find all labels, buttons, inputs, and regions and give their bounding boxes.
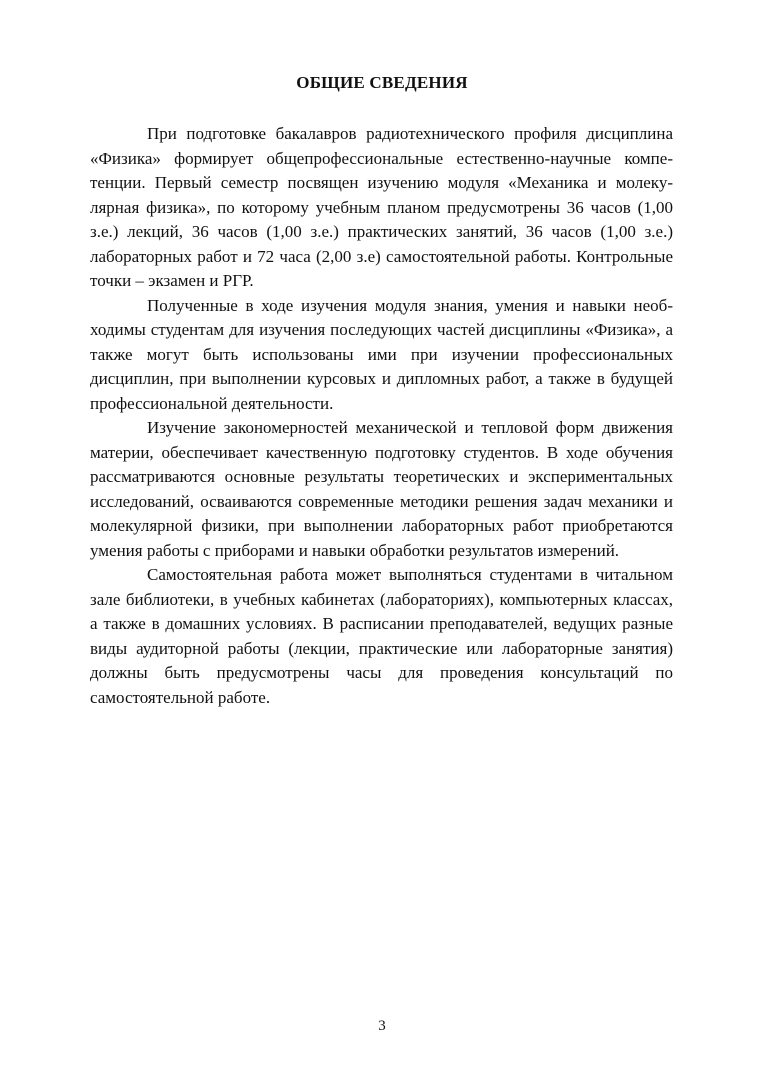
paragraph-3: Изучение закономерностей механической и тепловой форм движения материи, обеспечивает качественную подготовку студентов. В ходе обучения рассматриваются основные результаты теоретических и экспериментальных исследований, осваиваются современные методики решения задач механики и молекулярной физики, при выполнении лабораторных работ приобретаются умения работы с приборами и навыки обработки результатов измерений. bbox=[90, 418, 673, 560]
paragraph-4: Самостоятельная работа может выполняться студентами в читальном зале библиотеки, в учебных кабинетах (лабораториях), компьютерных классах, а также в домашних условиях. В расписании преподавателей, ведущих разные виды аудиторной работы (лекции, практические или лабораторные занятия) должны быть предусмотрены часы для проведения консультаций по самостоятельной работе. bbox=[90, 565, 673, 707]
page-title: ОБЩИЕ СВЕДЕНИЯ bbox=[296, 73, 468, 92]
body-text bbox=[90, 122, 673, 710]
paragraph-1: При подготовке бакалавров радиотехнического профиля дисциплина «Физика» формирует общепрофессиональные естественно-научные компетенции. Первый семестр посвящен изучению модуля «Механика и молекулярная физика», по которому учебным планом предусмотрены 36 часов (1,00 з.е.) лекций, 36 часов (1,00 з.е.) практических занятий, 36 часов (1,00 з.е.) лабораторных работ и 72 часа (2,00 з.е) самостоятельной работы. Контрольные точки – экзамен и РГР. bbox=[90, 124, 673, 290]
page-number: 3 bbox=[378, 1018, 386, 1034]
paragraph-2: Полученные в ходе изучения модуля знания, умения и навыки необходимы студентам для изучения последующих частей дисциплины «Физика», а также могут быть использованы ими при изучении профессиональных дисциплин, при выполнении курсовых и дипломных работ, а также в будущей профессиональной деятельности. bbox=[90, 295, 673, 413]
